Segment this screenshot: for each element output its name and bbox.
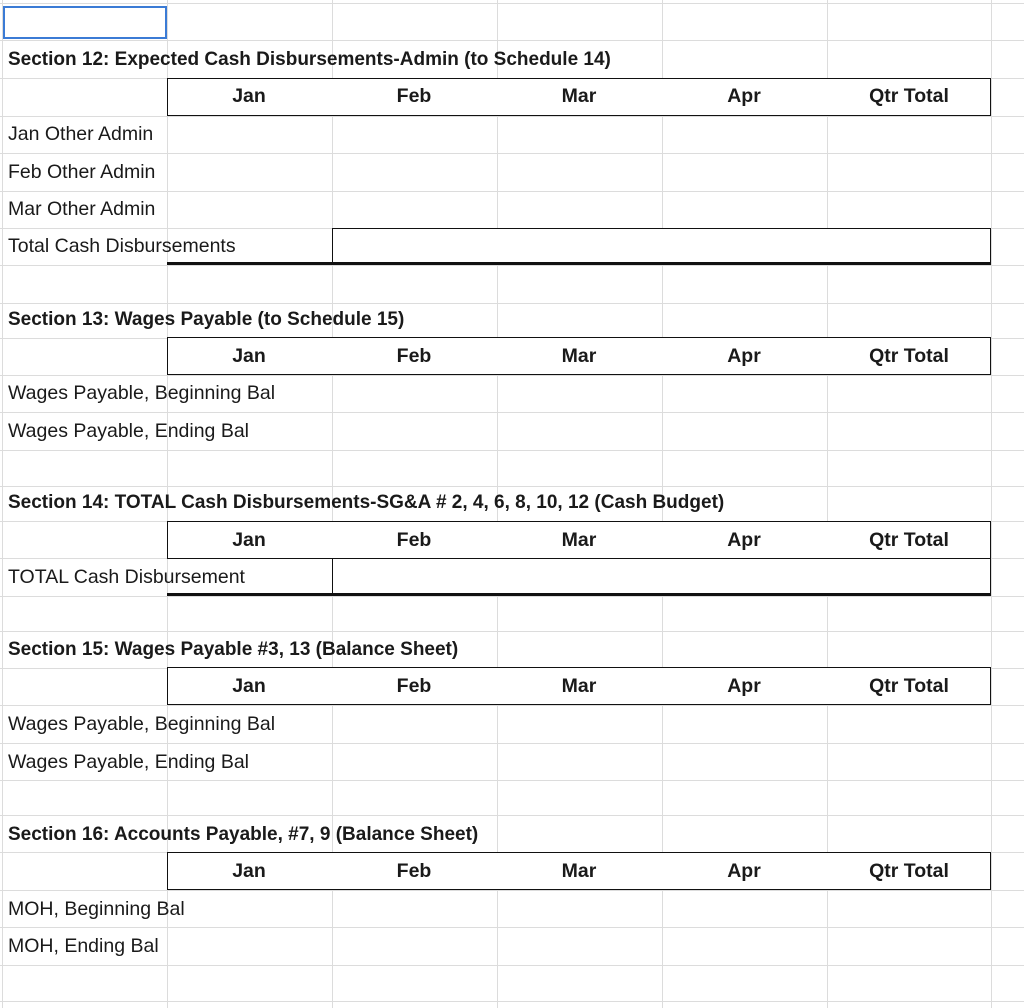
gridline-row <box>0 596 1024 597</box>
section-12-header-apr: Apr <box>727 85 761 107</box>
section-12-total-box <box>332 228 991 265</box>
gridline-col <box>991 0 992 1008</box>
section-14-header-apr: Apr <box>727 529 761 551</box>
gridline-row <box>0 191 1024 192</box>
gridline-row <box>0 890 1024 891</box>
gridline-row <box>0 631 1024 632</box>
gridline-row <box>0 40 1024 41</box>
section-12-total-underline <box>167 262 991 265</box>
section-12-header-mar: Mar <box>561 85 597 107</box>
section-14-title: Section 14: TOTAL Cash Disbursements-SG&A # 2, 4, 6, 8, 10, 12 (Cash Budget) <box>8 492 725 513</box>
gridline-row <box>0 927 1024 928</box>
row-label: Feb Other Admin <box>8 161 156 183</box>
gridline-row <box>0 815 1024 816</box>
section-12-title: Section 12: Expected Cash Disbursements-Admin (to Schedule 14) <box>8 49 611 70</box>
gridline-row <box>0 303 1024 304</box>
gridline-row <box>0 780 1024 781</box>
row-label: Wages Payable, Beginning Bal <box>8 713 276 735</box>
gridline-row <box>0 153 1024 154</box>
section-12-header-jan: Jan <box>232 85 266 107</box>
total-row-label: TOTAL Cash Disbursement <box>8 566 245 588</box>
section-16-header-mar: Mar <box>561 860 597 882</box>
row-label: Jan Other Admin <box>8 123 154 145</box>
row-label: Wages Payable, Ending Bal <box>8 420 250 442</box>
section-15-header-mar: Mar <box>561 675 597 697</box>
gridline-row <box>0 375 1024 376</box>
gridline-row <box>0 1001 1024 1002</box>
section-14-total-box <box>332 558 991 596</box>
gridline-col <box>2 0 3 1008</box>
section-16-header-qtr-total: Qtr Total <box>869 860 949 882</box>
row-label: Wages Payable, Ending Bal <box>8 751 250 773</box>
section-12-header-qtr-total: Qtr Total <box>869 85 949 107</box>
section-14-header-jan: Jan <box>232 529 266 551</box>
gridline-row <box>0 3 1024 4</box>
section-15-title: Section 15: Wages Payable #3, 13 (Balance Sheet) <box>8 639 459 660</box>
gridline-row <box>0 965 1024 966</box>
row-label: Wages Payable, Beginning Bal <box>8 382 276 404</box>
section-15-header-apr: Apr <box>727 675 761 697</box>
section-16-header-feb: Feb <box>396 860 432 882</box>
gridline-row <box>0 265 1024 266</box>
section-13-header-qtr-total: Qtr Total <box>869 345 949 367</box>
section-12-header-feb: Feb <box>396 85 432 107</box>
section-15-header-qtr-total: Qtr Total <box>869 675 949 697</box>
active-cell[interactable] <box>3 6 167 39</box>
section-13-header-feb: Feb <box>396 345 432 367</box>
section-15-header-feb: Feb <box>396 675 432 697</box>
section-13-header-apr: Apr <box>727 345 761 367</box>
gridline-row <box>0 412 1024 413</box>
section-13-title: Section 13: Wages Payable (to Schedule 15) <box>8 309 405 330</box>
section-14-header-feb: Feb <box>396 529 432 551</box>
row-label: MOH, Beginning Bal <box>8 898 185 920</box>
section-16-header-jan: Jan <box>232 860 266 882</box>
gridline-row <box>0 116 1024 117</box>
section-14-header-mar: Mar <box>561 529 597 551</box>
gridline-row <box>0 743 1024 744</box>
row-label: MOH, Ending Bal <box>8 935 159 957</box>
row-label: Mar Other Admin <box>8 198 156 220</box>
total-row-label: Total Cash Disbursements <box>8 235 236 257</box>
gridline-row <box>0 486 1024 487</box>
section-13-header-jan: Jan <box>232 345 266 367</box>
gridline-row <box>0 705 1024 706</box>
section-16-header-apr: Apr <box>727 860 761 882</box>
gridline-row <box>0 450 1024 451</box>
section-16-title: Section 16: Accounts Payable, #7, 9 (Balance Sheet) <box>8 824 479 845</box>
section-14-header-qtr-total: Qtr Total <box>869 529 949 551</box>
section-14-total-underline <box>167 593 991 596</box>
section-15-header-jan: Jan <box>232 675 266 697</box>
section-13-header-mar: Mar <box>561 345 597 367</box>
